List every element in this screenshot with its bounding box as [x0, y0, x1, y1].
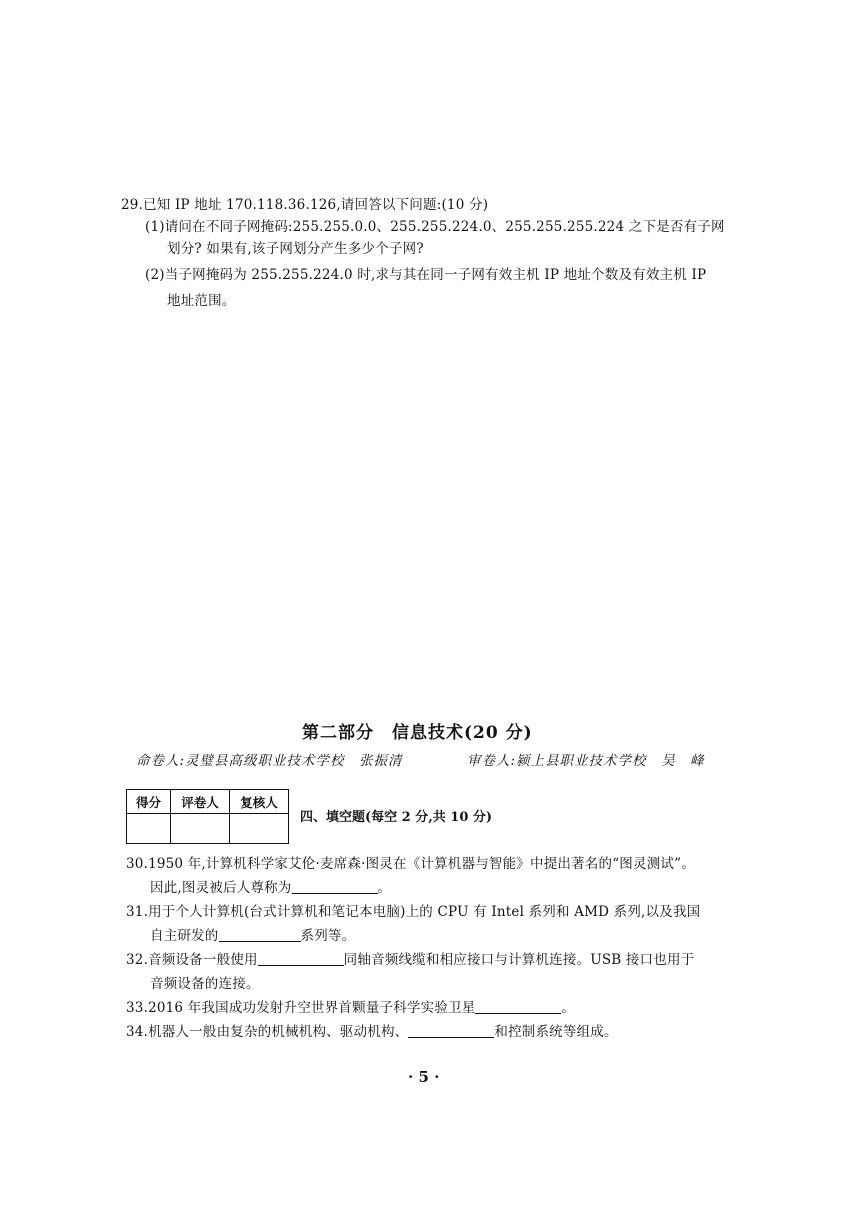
question-29-stem: 29.已知 IP 地址 170.118.36.126,请回答以下问题:(10 分) [121, 197, 489, 213]
question-34 [126, 1020, 700, 1044]
section-title: 第二部分 信息技术(20 分) [302, 723, 533, 743]
answer-blank-33[interactable] [475, 999, 561, 1014]
score-table [126, 789, 289, 844]
question-30-line2 [126, 876, 700, 900]
question-30-text: 因此,图灵被后人尊称为 [150, 880, 292, 896]
question-31-line2 [126, 924, 700, 948]
score-header: 得分 [127, 790, 171, 814]
question-31-line1: 31.用于个人计算机(台式计算机和笔记本电脑)上的 CPU 有 Intel 系列和 AMD 系列,以及我国 [126, 904, 701, 920]
question-29-sub1-line2: 划分? 如果有,该子网划分产生多少个子网? [167, 241, 424, 257]
question-34-end: 和控制系统等组成。 [494, 1024, 618, 1040]
question-33-text: 33.2016 年我国成功发射升空世界首颗量子科学实验卫星 [126, 1000, 476, 1016]
question-30-line1: 30.1950 年,计算机科学家艾伦·麦席森·图灵在《计算机器与智能》中提出著名的“图灵测试”。 [126, 856, 695, 872]
question-29-sub1-line1: (1)请问在不同子网掩码:255.255.0.0、255.255.224.0、255.255.255.224 之下是否有子网 [145, 219, 725, 235]
question-32-line1 [126, 948, 700, 972]
answer-blank-34[interactable] [408, 1023, 494, 1038]
question-33 [126, 996, 700, 1020]
reviewer-header: 复核人 [230, 790, 289, 814]
fill-in-title: 四、填空题(每空 2 分,共 10 分) [300, 810, 493, 825]
question-33-end: 。 [561, 1000, 576, 1016]
grader-header: 评卷人 [171, 790, 230, 814]
question-32-line2: 音频设备的连接。 [150, 976, 260, 992]
reviewer-line: 审卷人:颍上县职业技术学校 吴 峰 [467, 753, 705, 769]
question-31-text: 自主研发的 [150, 928, 219, 944]
question-32-text: 32.音频设备一般使用 [126, 952, 258, 968]
question-29-sub2-line2: 地址范围。 [167, 293, 236, 309]
question-29-sub2-line1: (2)当子网掩码为 255.255.224.0 时,求与其在同一子网有效主机 IP 地址个数及有效主机 IP [145, 267, 707, 283]
answer-blank-31[interactable] [219, 927, 301, 942]
question-29 [121, 194, 725, 312]
question-32-text-end: 同轴音频线缆和相应接口与计算机连接。USB 接口也用于 [343, 952, 695, 968]
page-number: · 5 · [408, 1068, 440, 1086]
grader-cell[interactable] [171, 814, 230, 844]
score-cell[interactable] [127, 814, 171, 844]
answer-blank-32[interactable] [258, 951, 344, 966]
reviewer-cell[interactable] [230, 814, 289, 844]
question-30-end: 。 [377, 880, 392, 896]
setter-line: 命卷人:灵璧县高级职业技术学校 张振清 [136, 753, 403, 769]
question-31-end: 系列等。 [300, 928, 356, 944]
question-34-text: 34.机器人一般由复杂的机械机构、驱动机构、 [126, 1024, 409, 1040]
answer-blank-30[interactable] [292, 879, 378, 894]
fill-in-questions [126, 852, 700, 1044]
